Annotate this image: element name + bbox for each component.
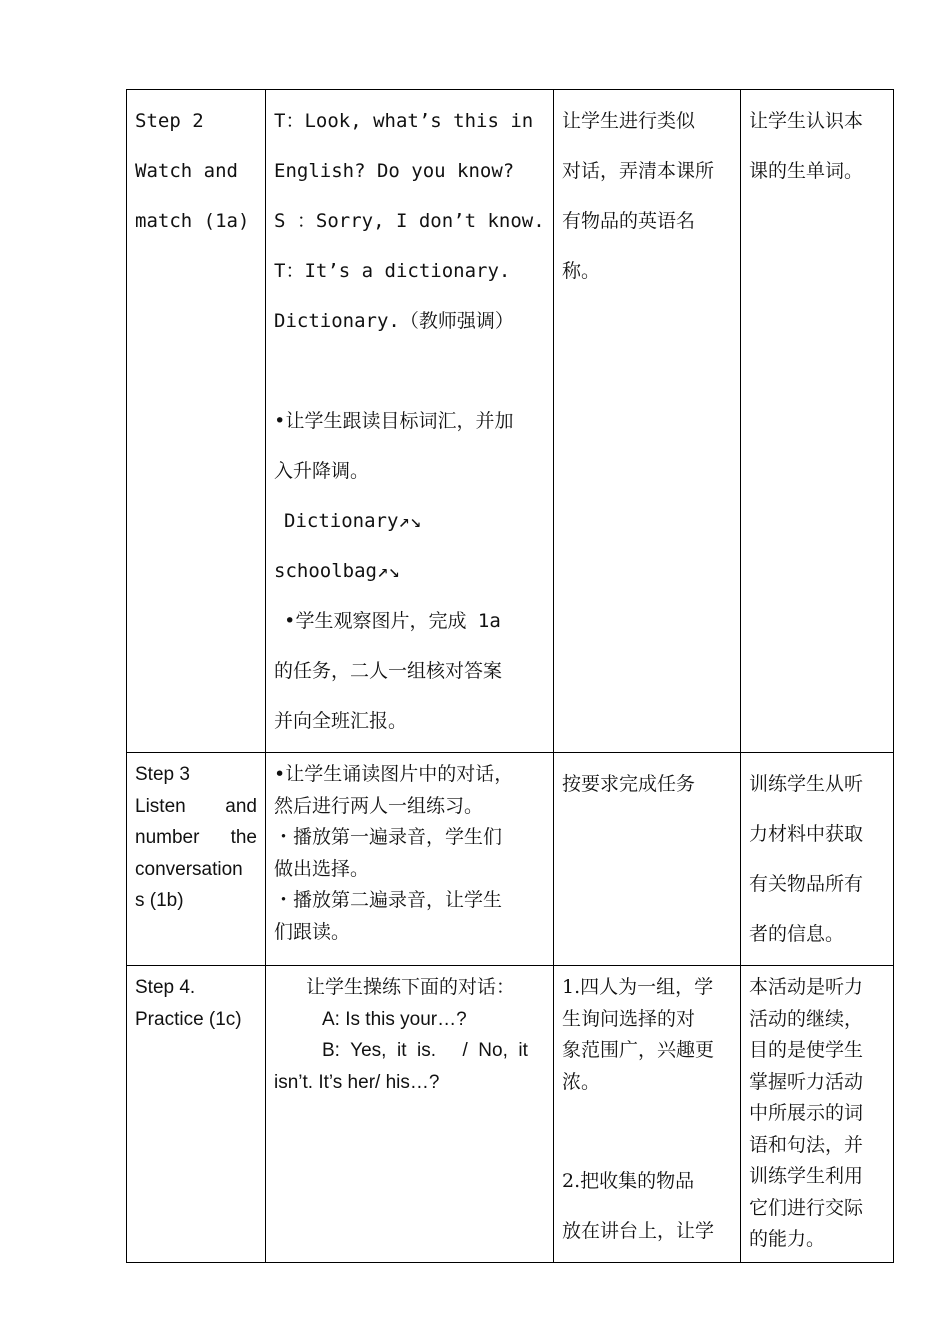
purpose-line: 力材料中获取 [749, 823, 864, 845]
step-line: Step 4. [135, 977, 196, 998]
purpose-line: 目的是使学生 [749, 1039, 864, 1061]
purpose-line: 中所展示的词 [749, 1102, 864, 1124]
activity-line: 并向全班汇报。 [274, 710, 408, 732]
purpose-line: 它们进行交际 [749, 1196, 864, 1219]
activity-line: T：It’s a dictionary. [274, 260, 511, 282]
purpose-line: 语和句法，并 [749, 1133, 864, 1156]
step-line: match (1a) [135, 210, 250, 232]
purpose-cell [741, 966, 894, 1263]
activity-line: S ：Sorry, I don’t know. [274, 210, 545, 232]
table-row-step-2 [127, 90, 894, 753]
student-line: 2.把收集的物品 [562, 1170, 695, 1192]
activity-cell [266, 90, 554, 753]
purpose-line: 者的信息。 [749, 923, 845, 945]
activity-cell [266, 753, 554, 966]
activity-line: 让学生操练下面的对话： [306, 977, 516, 998]
student-line: 有物品的英语名 [562, 210, 696, 232]
student-line: 象范围广，兴趣更 [562, 1039, 715, 1061]
student-line: 放在讲台上，让学 [562, 1220, 715, 1242]
step-line: Step 3 [135, 764, 190, 785]
activity-line: ・播放第一遍录音，学生们 [274, 826, 503, 848]
step-cell [127, 90, 266, 753]
activity-line: •让学生诵读图片中的对话， [274, 763, 514, 785]
student-line: 让学生进行类似 [562, 110, 696, 132]
student-line: 称。 [562, 260, 601, 282]
step-word: number [135, 827, 200, 848]
student-cell [554, 753, 741, 966]
step-line: s (1b) [135, 890, 184, 911]
purpose-line: 有关物品所有 [749, 873, 864, 895]
activity-line: 们跟读。 [274, 920, 351, 943]
purpose-line: 的能力。 [749, 1228, 826, 1250]
step-line: conversation [135, 858, 243, 880]
purpose-cell [741, 90, 894, 753]
step-cell [127, 753, 266, 966]
student-line: 1.四人为一组，学 [562, 976, 714, 998]
purpose-line: 课的生单词。 [749, 160, 864, 182]
activity-cell [266, 966, 554, 1263]
purpose-line: 本活动是听力 [749, 976, 864, 998]
purpose-cell [741, 753, 894, 966]
step-line: Step 2 [135, 110, 204, 132]
step-cell [127, 966, 266, 1263]
activity-line: A: Is this your…? [322, 1008, 467, 1030]
step-word: and [225, 795, 257, 817]
activity-line: •让学生跟读目标词汇，并加 [274, 410, 514, 432]
table-row-step-4 [127, 966, 894, 1263]
activity-line: •学生观察图片，完成 1a [284, 610, 501, 632]
purpose-line: 让学生认识本 [749, 110, 864, 132]
student-cell [554, 966, 741, 1263]
activity-line: B: Yes, it is. / No, it [322, 1040, 528, 1061]
step-line: Watch and [135, 160, 238, 182]
purpose-line: 训练学生从听 [749, 773, 864, 795]
activity-line: isn’t. It’s her/ his…? [274, 1071, 440, 1093]
activity-line: Dictionary.（教师强调） [274, 310, 514, 332]
activity-line: 入升降调。 [274, 460, 370, 482]
table-row-step-3 [127, 753, 894, 966]
activity-line: Dictionary↗↘ [284, 510, 422, 532]
step-word: Listen [135, 795, 186, 817]
student-line: 对话，弄清本课所 [562, 160, 715, 182]
activity-line: English? Do you know? [274, 160, 515, 182]
student-line: 按要求完成任务 [562, 773, 696, 795]
step-line: Practice (1c) [135, 1008, 242, 1030]
step-word: the [230, 827, 257, 848]
lesson-plan-table [126, 89, 894, 1263]
student-line: 生询问选择的对 [562, 1007, 696, 1030]
purpose-line: 活动的继续， [749, 1007, 864, 1030]
purpose-line: 训练学生利用 [749, 1165, 864, 1187]
student-line: 浓。 [562, 1070, 601, 1093]
activity-line: ・播放第二遍录音，让学生 [274, 889, 503, 911]
activity-line: 做出选择。 [274, 857, 370, 880]
activity-line: schoolbag↗↘ [274, 560, 400, 582]
activity-line: 然后进行两人一组练习。 [274, 794, 484, 817]
activity-line: T：Look, what’s this in [274, 110, 534, 132]
purpose-line: 掌握听力活动 [749, 1070, 864, 1093]
student-cell [554, 90, 741, 753]
activity-line: 的任务，二人一组核对答案 [274, 660, 503, 682]
